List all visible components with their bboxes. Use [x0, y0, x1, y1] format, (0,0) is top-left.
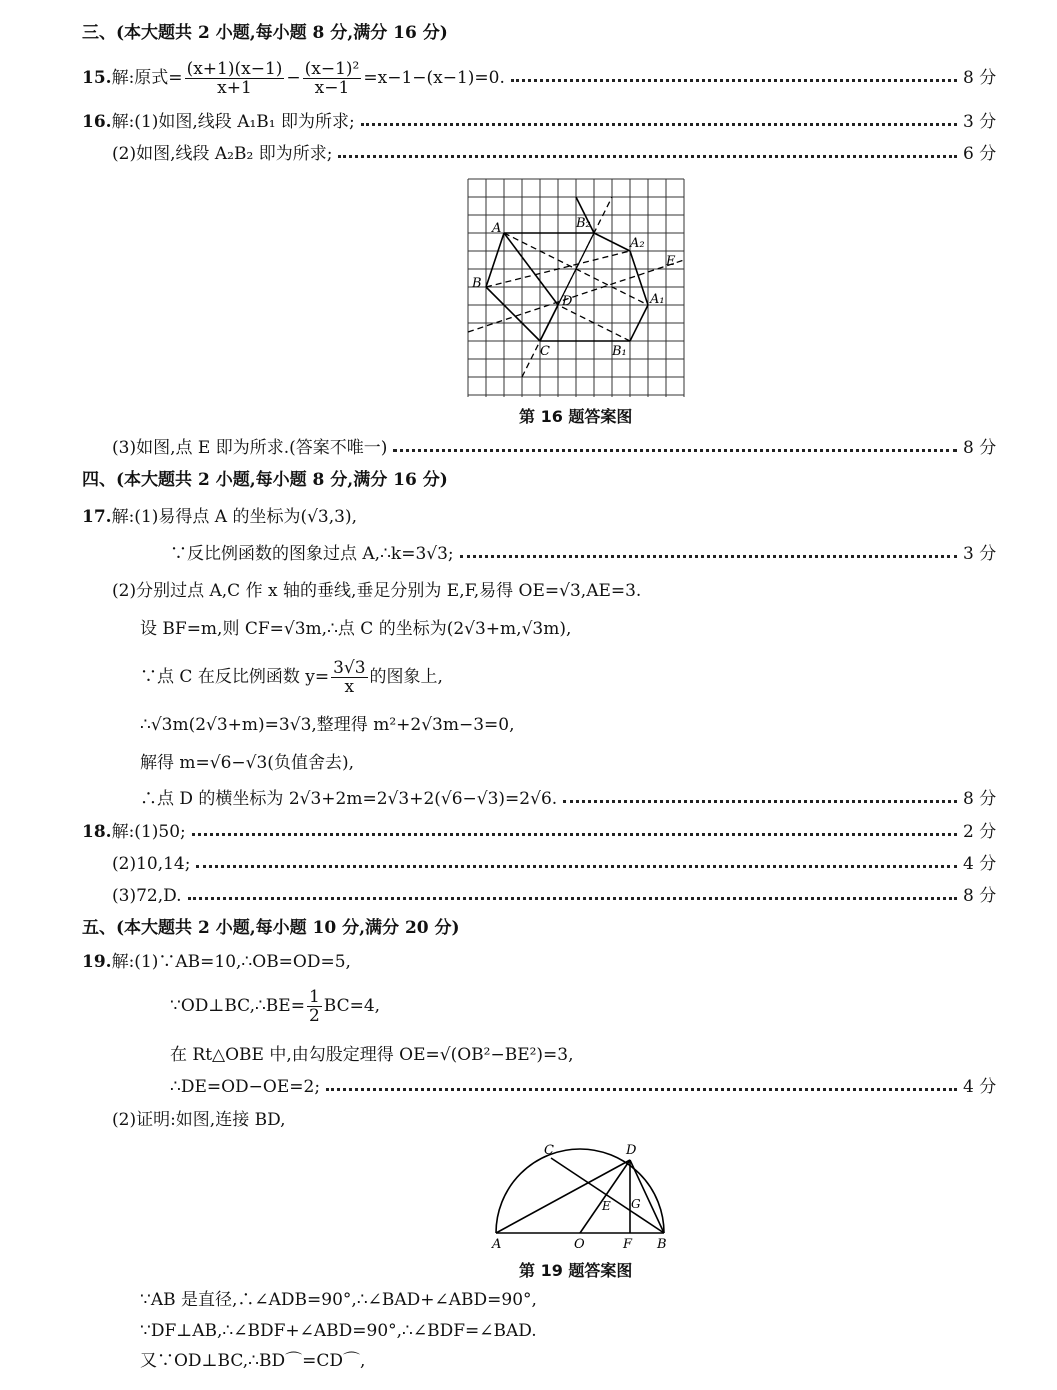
q19-line-2	[170, 984, 1057, 1028]
q19-answer-figure	[486, 1140, 672, 1256]
q17-text-2: ∵反比例函数的图象过点 A,∴k=3√3;	[170, 544, 454, 564]
q17-text-5b: 的图象上,	[369, 667, 443, 687]
q15-text-b: =x−1−(x−1)=0.	[363, 68, 505, 88]
q19-figure-caption: 第 19 题答案图	[519, 1261, 633, 1280]
q16-part2-score: 6 分	[963, 144, 997, 164]
q15-minus: −	[286, 68, 301, 88]
q17-part2-score: 8 分	[963, 789, 997, 809]
q17-line-8	[140, 788, 1011, 810]
q19-text-4: ∴DE=OD−OE=2;	[170, 1077, 321, 1097]
label-B2: B₂	[576, 216, 591, 231]
q17-fraction	[331, 659, 367, 696]
section-3-heading	[82, 22, 1057, 44]
q18-line-3	[112, 885, 1011, 907]
q18-part1-score: 2 分	[963, 822, 997, 842]
semicircle-figure	[496, 1149, 664, 1233]
q16-part3-text: (3)如图,点 E 即为所求.(答案不唯一)	[112, 438, 388, 458]
q17-line-5	[140, 656, 1057, 698]
q19-line-7	[140, 1320, 1057, 1342]
q17-text-7: 解得 m=√6−√3(负值舍去),	[140, 753, 354, 773]
q18-part3-score: 8 分	[963, 886, 997, 906]
q19-text-7: ∵DF⊥AB,∴∠BDF+∠ABD=90°,∴∠BDF=∠BAD.	[140, 1321, 537, 1341]
q19-frac-numerator: 1	[308, 986, 320, 1007]
q19-fraction	[307, 988, 322, 1025]
section-4-title: 四、(本大题共 2 小题,每小题 8 分,满分 16 分)	[82, 470, 448, 490]
label-C: C	[540, 344, 550, 359]
q19-line-1	[82, 951, 1057, 973]
q19-text-5: (2)证明:如图,连接 BD,	[112, 1110, 286, 1130]
leader-dots	[192, 833, 957, 836]
q18-number: 18.	[82, 822, 112, 842]
q17-part1-score: 3 分	[963, 544, 997, 564]
q19-line-4	[170, 1076, 1011, 1098]
q19-number: 19.	[82, 952, 112, 972]
label-C: C	[544, 1143, 554, 1158]
q18-text-3: (3)72,D.	[112, 886, 182, 906]
q17-line-1	[82, 506, 1057, 528]
leader-dots	[460, 555, 957, 558]
q16-answer-figure	[466, 177, 686, 399]
q18-text-1: 解:(1)50;	[111, 822, 186, 842]
label-B: B	[657, 1237, 667, 1252]
label-G: G	[631, 1197, 641, 1211]
q19-text-2b: BC=4,	[323, 996, 381, 1016]
q15-text-a: 解:原式=	[111, 68, 183, 88]
q16-part2-line	[112, 143, 1011, 165]
label-A: A	[492, 221, 502, 236]
leader-dots	[338, 155, 957, 158]
leader-dots	[563, 800, 957, 803]
q19-text-1: 解:(1)∵AB=10,∴OB=OD=5,	[111, 952, 351, 972]
q18-text-2: (2)10,14;	[112, 854, 191, 874]
q17-text-1: 解:(1)易得点 A 的坐标为(√3,3),	[111, 507, 358, 527]
q17-text-8: ∴点 D 的横坐标为 2√3+2m=2√3+2(√6−√3)=2√6.	[140, 789, 558, 809]
q17-frac-numerator: 3√3	[333, 657, 366, 678]
q15-f2-numerator: (x−1)²	[304, 58, 360, 79]
leader-dots	[361, 123, 957, 126]
q16-part1-score: 3 分	[963, 112, 997, 132]
q17-text-3: (2)分别过点 A,C 作 x 轴的垂线,垂足分别为 E,F,易得 OE=√3,AE=3.	[112, 581, 642, 601]
q17-text-4: 设 BF=m,则 CF=√3m,∴点 C 的坐标为(2√3+m,√3m),	[140, 619, 572, 639]
leader-dots	[511, 79, 957, 82]
q15-fraction-1	[185, 60, 285, 97]
label-E: E	[602, 1199, 611, 1213]
q17-line-4	[140, 618, 1057, 640]
grid	[468, 179, 684, 397]
q19-text-6: ∵AB 是直径,∴∠ADB=90°,∴∠BAD+∠ABD=90°,	[140, 1290, 537, 1310]
q15-f1-denominator: x+1	[217, 77, 252, 98]
label-B1: B₁	[612, 344, 627, 359]
label-D: D	[626, 1143, 637, 1158]
label-F: F	[623, 1237, 633, 1252]
q17-line-3	[112, 580, 1057, 602]
q19-text-3: 在 Rt△OBE 中,由勾股定理得 OE=√(OB²−BE²)=3,	[170, 1045, 574, 1065]
q19-part1-score: 4 分	[963, 1077, 997, 1097]
q16-part3-line	[112, 437, 1011, 459]
section-3-title: 三、(本大题共 2 小题,每小题 8 分,满分 16 分)	[82, 23, 448, 43]
q15-number: 15.	[82, 68, 112, 88]
q18-line-1	[82, 821, 1011, 843]
q16-figure-caption: 第 16 题答案图	[519, 407, 633, 426]
q16-part1-line	[82, 111, 1011, 133]
q15-score: 8 分	[963, 68, 997, 88]
q19-line-8	[140, 1350, 1057, 1372]
q18-line-2	[112, 853, 1011, 875]
q19-line-6	[140, 1289, 1057, 1311]
q17-text-5a: ∵点 C 在反比例函数 y=	[140, 667, 330, 687]
leader-dots	[326, 1088, 957, 1091]
q16-number: 16.	[82, 112, 112, 132]
q17-number: 17.	[82, 507, 112, 527]
leader-dots	[196, 865, 957, 868]
q15-line	[82, 58, 1011, 98]
q17-line-2	[170, 543, 1011, 565]
leader-dots	[188, 897, 957, 900]
q17-line-7	[140, 752, 1057, 774]
q16-part3-score: 8 分	[963, 438, 997, 458]
q16-part1-text: 解:(1)如图,线段 A₁B₁ 即为所求;	[111, 112, 355, 132]
label-D: D	[562, 294, 573, 309]
q19-line-5	[112, 1109, 1057, 1131]
label-A: A	[492, 1237, 502, 1252]
q16-part2-text: (2)如图,线段 A₂B₂ 即为所求;	[112, 144, 333, 164]
q15-f2-denominator: x−1	[314, 77, 350, 98]
q17-line-6	[140, 714, 1057, 736]
label-A2: A₂	[630, 236, 645, 251]
q19-frac-denominator: 2	[308, 1005, 320, 1026]
q19-line-3	[170, 1044, 1057, 1066]
label-E: E	[666, 254, 676, 269]
section-5-title: 五、(本大题共 2 小题,每小题 10 分,满分 20 分)	[82, 918, 460, 938]
q17-frac-denominator: x	[344, 676, 355, 697]
leader-dots	[393, 449, 957, 452]
q15-fraction-2	[303, 60, 362, 97]
q15-f1-numerator: (x+1)(x−1)	[186, 58, 283, 79]
q19-text-2a: ∵OD⊥BC,∴BE=	[170, 996, 305, 1016]
section-5-heading	[82, 917, 1057, 939]
q19-text-8: 又∵OD⊥BC,∴BD⌒=CD⌒,	[140, 1351, 366, 1371]
label-O: O	[574, 1237, 585, 1252]
section-4-heading	[82, 469, 1057, 491]
q18-part2-score: 4 分	[963, 854, 997, 874]
label-A1: A₁	[650, 292, 665, 307]
label-B: B	[472, 276, 482, 291]
q17-text-6: ∴√3m(2√3+m)=3√3,整理得 m²+2√3m−3=0,	[140, 715, 515, 735]
